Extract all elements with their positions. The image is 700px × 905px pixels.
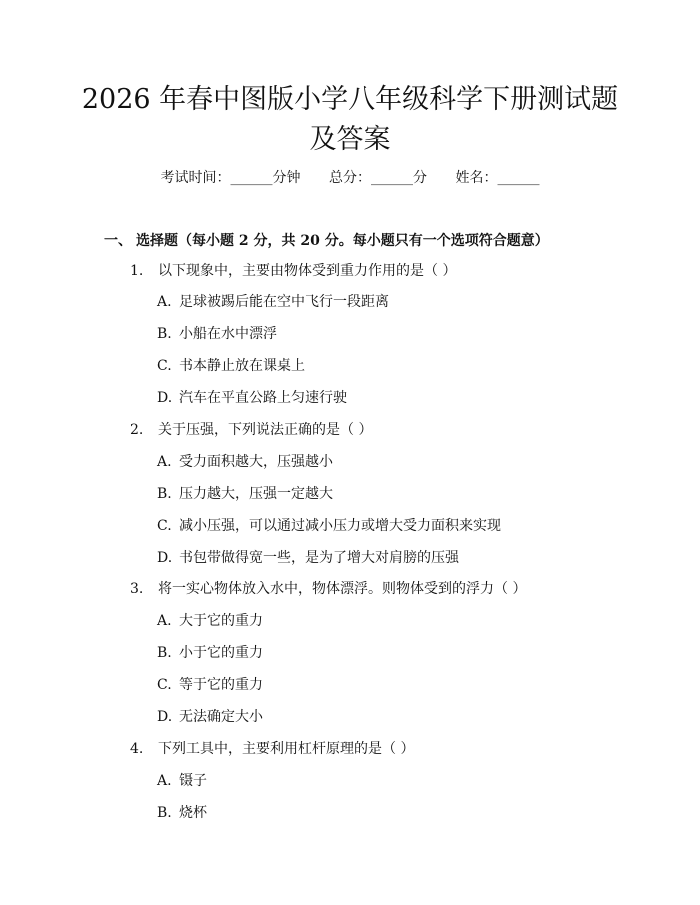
option-2a xyxy=(157,452,333,472)
option-text: 汽车在平直公路上匀速行驶 xyxy=(179,390,347,406)
option-letter: C. xyxy=(157,518,172,534)
option-text: 减小压强，可以通过减小压力或增大受力面积来实现 xyxy=(179,518,501,534)
question-number: 2. xyxy=(130,422,144,438)
option-1a xyxy=(157,292,389,312)
option-text: 等于它的重力 xyxy=(179,677,263,693)
question-1 xyxy=(130,261,456,281)
option-3b xyxy=(157,643,263,663)
option-letter: B. xyxy=(157,645,172,661)
title-line-1: 2026 年春中图版小学八年级科学下册测试题 xyxy=(81,84,619,115)
option-text: 受力面积越大，压强越小 xyxy=(179,454,333,470)
name-blank: ______ xyxy=(497,170,540,186)
question-4 xyxy=(130,739,414,759)
question-text: 下列工具中，主要利用杠杆原理的是（ ） xyxy=(158,741,415,757)
question-number: 1. xyxy=(130,263,144,279)
question-number: 3. xyxy=(130,581,144,597)
total-score-field xyxy=(329,168,427,188)
title-line-2: 及答案 xyxy=(309,124,391,155)
option-letter: A. xyxy=(157,454,172,470)
option-1c xyxy=(157,356,305,376)
option-text: 镊子 xyxy=(179,773,207,789)
option-letter: B. xyxy=(157,805,172,821)
question-number: 4. xyxy=(130,741,144,757)
option-letter: B. xyxy=(157,486,172,502)
option-text: 书包带做得宽一些，是为了增大对肩膀的压强 xyxy=(179,550,459,566)
option-text: 大于它的重力 xyxy=(179,613,263,629)
question-text: 以下现象中，主要由物体受到重力作用的是（ ） xyxy=(158,263,457,279)
question-3 xyxy=(130,579,526,599)
section-number: 一、 xyxy=(104,233,132,249)
option-1d xyxy=(157,388,347,408)
exam-time-field xyxy=(161,168,301,188)
option-letter: C. xyxy=(157,677,172,693)
option-4a xyxy=(157,771,207,791)
option-text: 烧杯 xyxy=(179,805,207,821)
exam-time-unit: 分钟 xyxy=(272,170,301,186)
question-text: 关于压强，下列说法正确的是（ ） xyxy=(158,422,373,438)
option-letter: D. xyxy=(157,390,173,406)
option-letter: A. xyxy=(157,294,172,310)
option-letter: D. xyxy=(157,550,173,566)
name-field xyxy=(455,168,539,188)
option-text: 书本静止放在课桌上 xyxy=(179,358,305,374)
option-letter: A. xyxy=(157,773,172,789)
question-2 xyxy=(130,420,372,440)
total-score-blank: ______ xyxy=(371,170,413,186)
question-text: 将一实心物体放入水中，物体漂浮。则物体受到的浮力（ ） xyxy=(158,581,527,597)
option-letter: B. xyxy=(157,326,172,342)
option-2d xyxy=(157,548,459,568)
option-2c xyxy=(157,516,501,536)
option-letter: D. xyxy=(157,709,173,725)
option-text: 压力越大，压强一定越大 xyxy=(179,486,333,502)
option-2b xyxy=(157,484,333,504)
option-text: 足球被踢后能在空中飞行一段距离 xyxy=(179,294,389,310)
option-3d xyxy=(157,707,263,727)
section-heading xyxy=(104,231,549,251)
option-text: 无法确定大小 xyxy=(179,709,263,725)
option-text: 小于它的重力 xyxy=(179,645,263,661)
option-letter: C. xyxy=(157,358,172,374)
exam-time-blank: ______ xyxy=(230,170,273,186)
option-3c xyxy=(157,675,263,695)
total-score-label: 总分： xyxy=(329,170,371,186)
name-label: 姓名： xyxy=(455,170,498,186)
exam-info-line xyxy=(0,168,700,188)
option-letter: A. xyxy=(157,613,172,629)
option-4b xyxy=(157,803,207,823)
option-1b xyxy=(157,324,277,344)
total-score-unit: 分 xyxy=(413,170,427,186)
section-text: 选择题（每小题 2 分，共 20 分。每小题只有一个选项符合题意） xyxy=(136,233,549,249)
option-text: 小船在水中漂浮 xyxy=(179,326,277,342)
page-title xyxy=(60,80,640,160)
option-3a xyxy=(157,611,263,631)
exam-time-label: 考试时间： xyxy=(160,170,231,186)
